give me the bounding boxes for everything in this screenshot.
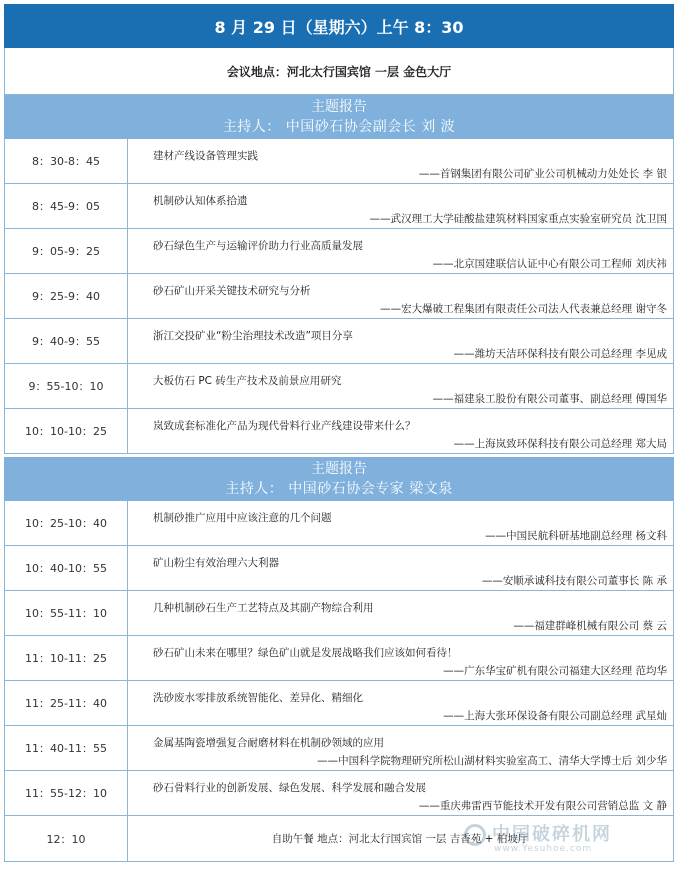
agenda-speaker: ——上海岚致环保科技有限公司总经理 郑大局 <box>453 438 667 450</box>
agenda-list-1 <box>4 139 674 454</box>
lunch-note: 自助午餐 地点：河北太行国宾馆 一层 吉香苑 + 柏坡厅 <box>271 833 529 845</box>
agenda-row <box>4 184 674 229</box>
section-title: 主题报告 <box>311 461 367 477</box>
agenda-topic: 砂石矿山未来在哪里？绿色矿山就是发展战略我们应该如何看待！ <box>153 647 458 659</box>
agenda-speaker: ——福建泉工股份有限公司董事、副总经理 傅国华 <box>432 393 667 405</box>
venue-row <box>4 48 674 95</box>
agenda-speaker: ——中国科学院物理研究所松山湖材料实验室高工、清华大学博士后 刘少华 <box>317 755 667 767</box>
agenda-row <box>4 726 674 771</box>
agenda-speaker: ——武汉理工大学硅酸盐建筑材料国家重点实验室研究员 沈卫国 <box>369 213 667 225</box>
agenda-speaker: ——安顺承诚科技有限公司董事长 陈 承 <box>481 575 667 587</box>
agenda-time: 10：55-11：10 <box>5 591 128 635</box>
agenda-row <box>4 591 674 636</box>
agenda-speaker: ——首钢集团有限公司矿业公司机械动力处处长 李 银 <box>418 168 667 180</box>
agenda-speaker: ——重庆弗雷西节能技术开发有限公司营销总监 文 静 <box>418 800 667 812</box>
lunch-time: 12：10 <box>5 816 128 861</box>
lunch-row <box>4 816 674 862</box>
agenda-row <box>4 636 674 681</box>
section-title: 主题报告 <box>311 99 367 115</box>
agenda-topic: 机制砂推广应用中应该注意的几个问题 <box>153 512 332 524</box>
agenda-time: 11：40-11：55 <box>5 726 128 770</box>
agenda-time: 9：25-9：40 <box>5 274 128 318</box>
section-host: 主持人： 中国砂石协会专家 梁文泉 <box>225 481 453 497</box>
watermark-cn-text: 中国破碎机网 <box>492 824 612 845</box>
session-date-header <box>4 4 674 48</box>
agenda-topic: 几种机制砂石生产工艺特点及其副产物综合利用 <box>153 602 374 614</box>
agenda-speaker: ——广东华宝矿机有限公司福建大区经理 范均华 <box>443 665 667 677</box>
agenda-topic: 机制砂认知体系拾遗 <box>153 195 248 207</box>
agenda-speaker: ——上海大张环保设备有限公司副总经理 武星灿 <box>443 710 667 722</box>
agenda-topic: 岚致成套标准化产品为现代骨料行业产线建设带来什么？ <box>153 420 416 432</box>
agenda-topic: 矿山粉尘有效治理六大利器 <box>153 557 279 569</box>
venue-text: 会议地点：河北太行国宾馆 一层 金色大厅 <box>226 64 452 79</box>
agenda-time: 10：40-10：55 <box>5 546 128 590</box>
agenda-topic: 建材产线设备管理实践 <box>153 150 258 162</box>
agenda-topic: 大板仿石 PC 砖生产技术及前景应用研究 <box>153 375 342 387</box>
agenda-topic: 砂石矿山开采关键技术研究与分析 <box>153 285 311 297</box>
agenda-time: 11：55-12：10 <box>5 771 128 815</box>
agenda-row <box>4 771 674 816</box>
agenda-time: 9：05-9：25 <box>5 229 128 273</box>
agenda-time: 11：10-11：25 <box>5 636 128 680</box>
agenda-topic: 砂石绿色生产与运输评价助力行业高质量发展 <box>153 240 363 252</box>
agenda-speaker: ——宏大爆破工程集团有限责任公司法人代表兼总经理 谢守冬 <box>380 303 667 315</box>
agenda-row <box>4 409 674 454</box>
agenda-time: 8：30-8：45 <box>5 139 128 183</box>
watermark-en-text: www.Yesuhoe.com <box>494 844 593 854</box>
session-date-text: 8 月 29 日（星期六）上午 8：30 <box>214 17 464 37</box>
agenda-time: 10：25-10：40 <box>5 501 128 545</box>
agenda-time: 9：55-10：10 <box>5 364 128 408</box>
agenda-list-2 <box>4 501 674 816</box>
agenda-speaker: ——福建群峰机械有限公司 蔡 云 <box>513 620 667 632</box>
agenda-time: 11：25-11：40 <box>5 681 128 725</box>
agenda-topic: 金属基陶瓷增强复合耐磨材料在机制砂领域的应用 <box>153 737 384 749</box>
agenda-row <box>4 319 674 364</box>
section-header-2 <box>4 457 674 501</box>
agenda-speaker: ——中国民航科研基地副总经理 杨文科 <box>485 530 667 542</box>
agenda-topic: 砂石骨料行业的创新发展、绿色发展、科学发展和融合发展 <box>153 782 426 794</box>
agenda-topic: 浙江交投矿业“粉尘治理技术改造”项目分享 <box>153 330 353 342</box>
section-header-1 <box>4 95 674 139</box>
agenda-time: 9：40-9：55 <box>5 319 128 363</box>
agenda-time: 10：10-10：25 <box>5 409 128 453</box>
agenda-row <box>4 139 674 184</box>
agenda-row <box>4 229 674 274</box>
agenda-row <box>4 681 674 726</box>
agenda-row <box>4 546 674 591</box>
agenda-time: 8：45-9：05 <box>5 184 128 228</box>
agenda-topic: 洗砂废水零排放系统智能化、差异化、精细化 <box>153 692 363 704</box>
agenda-speaker: ——北京国建联信认证中心有限公司工程师 刘庆祎 <box>432 258 667 270</box>
agenda-speaker: ——潍坊天洁环保科技有限公司总经理 李见成 <box>453 348 667 360</box>
section-host: 主持人： 中国砂石协会副会长 刘 波 <box>222 119 456 135</box>
agenda-row <box>4 364 674 409</box>
agenda-row <box>4 274 674 319</box>
agenda-row <box>4 501 674 546</box>
